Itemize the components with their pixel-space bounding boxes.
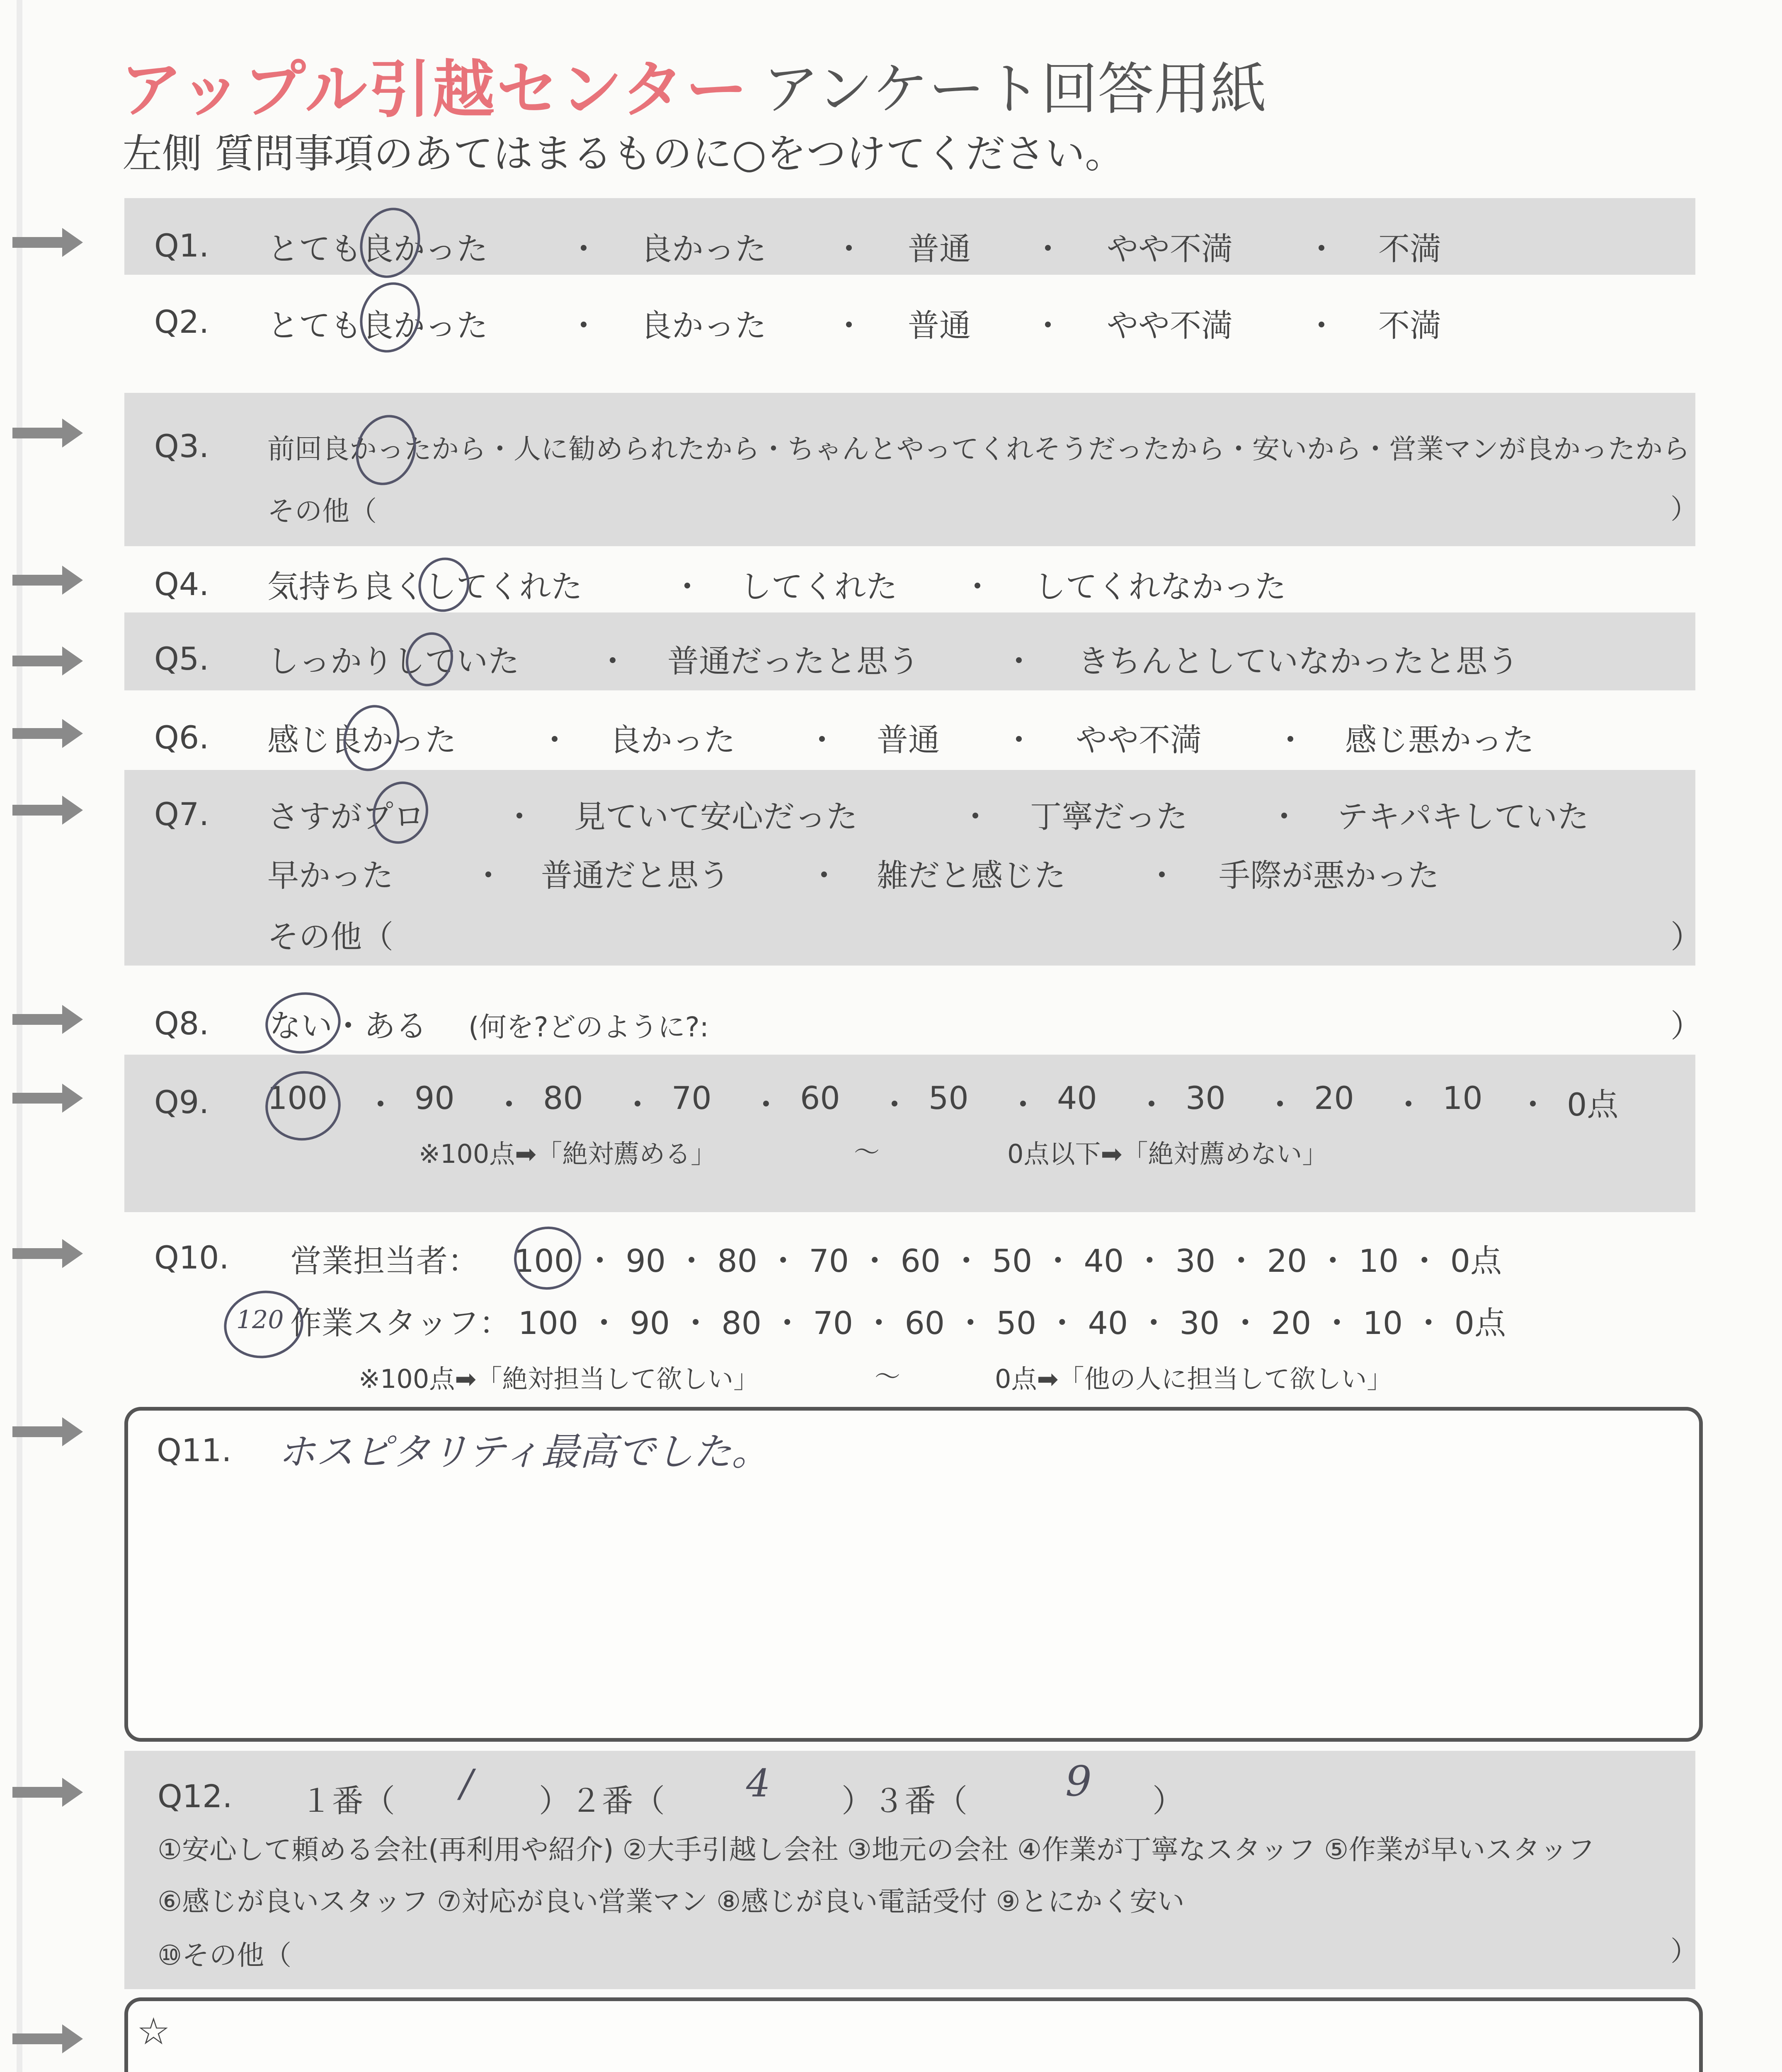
q9-note-left: ※100点➡「絶対薦める」 — [419, 1139, 717, 1169]
q12-third-label: ）３番（ — [841, 1782, 967, 1819]
q4-label: Q4. — [154, 566, 209, 603]
q7-label: Q7. — [154, 796, 209, 833]
q10-sales-scale[interactable]: 100 ・ 90 ・ 80 ・ 70 ・ 60 ・ 50 ・ 40 ・ 30 ・ 20 ・ 10 ・ 0点 — [514, 1242, 1502, 1279]
q7-option-pro[interactable]: さすがプロ — [267, 798, 425, 835]
q6-sep: ・ — [1275, 721, 1306, 758]
q2-sep: ・ — [1032, 307, 1064, 344]
handwritten-circle — [335, 698, 408, 779]
arrow-icon — [12, 796, 83, 825]
q8-detail-close: ） — [1670, 1007, 1702, 1044]
star-icon: ☆ — [137, 2010, 170, 2053]
q1-option-normal[interactable]: 普通 — [908, 230, 971, 267]
q1-sep: ・ — [833, 230, 865, 267]
q2-sep: ・ — [1306, 307, 1337, 344]
q8-options[interactable]: ない・ある — [269, 1007, 427, 1044]
q7-other-close: ） — [1670, 918, 1702, 955]
q9-sep: ・ — [622, 1086, 653, 1123]
q2-option-normal[interactable]: 普通 — [908, 307, 971, 344]
handwritten-circle — [412, 551, 477, 618]
arrow-icon — [12, 719, 83, 748]
q9-score-50[interactable]: 50 — [929, 1080, 969, 1116]
q1-option-very-good[interactable]: とても良かった — [267, 230, 488, 267]
q9-score-60[interactable]: 60 — [800, 1080, 840, 1116]
q9-note-right: 0点以下➡「絶対薦めない」 — [1007, 1139, 1328, 1169]
q9-sep: ・ — [365, 1086, 396, 1123]
arrow-icon — [12, 1239, 83, 1268]
form-title: アンケート回答用紙 — [763, 57, 1267, 122]
q12-third-answer: 9 — [1065, 1757, 1092, 1806]
q3-options[interactable]: 前回良かったから・人に勧められたから・ちゃんとやってくれそうだったから・安いから・営業マンが良かったから — [267, 433, 1690, 465]
q12-first-label: １番（ — [301, 1782, 395, 1819]
q2-sep: ・ — [833, 307, 865, 344]
q8-detail-label: (何を?どのように?: — [468, 1011, 709, 1043]
q5-option-normal[interactable]: 普通だったと思う — [667, 643, 919, 680]
q6-option-good-feeling[interactable]: 感じ良かった — [267, 721, 456, 758]
q7-option-fast[interactable]: 早かった — [267, 857, 393, 894]
q11-label: Q11. — [157, 1432, 232, 1469]
q4-option-pleasant[interactable]: 気持ち良くしてくれた — [267, 568, 582, 605]
q9-band — [124, 1055, 1695, 1212]
q7-sep: ・ — [808, 857, 840, 894]
q9-score-70[interactable]: 70 — [672, 1080, 712, 1116]
q7-sep: ・ — [504, 798, 535, 835]
q2-option-dissatisfied[interactable]: 不満 — [1378, 307, 1441, 344]
arrow-icon — [12, 1084, 83, 1113]
q9-score-30[interactable]: 30 — [1186, 1080, 1226, 1116]
q3-other-label: その他（ — [267, 495, 377, 527]
q12-second-label: ）２番（ — [539, 1782, 665, 1819]
q2-sep: ・ — [568, 307, 599, 344]
q7-option-reassuring[interactable]: 見ていて安心だった — [574, 798, 858, 835]
q4-option-did-not[interactable]: してくれなかった — [1034, 568, 1286, 605]
q9-score-20[interactable]: 20 — [1314, 1080, 1354, 1116]
q6-sep: ・ — [806, 721, 838, 758]
q9-sep: ・ — [879, 1086, 910, 1123]
handwritten-circle — [509, 1221, 586, 1295]
q1-label: Q1. — [154, 227, 209, 264]
arrow-icon — [12, 566, 83, 595]
q6-label: Q6. — [154, 719, 209, 756]
q8-label: Q8. — [154, 1005, 209, 1042]
q6-sep: ・ — [539, 721, 570, 758]
q5-option-solid[interactable]: しっかりしていた — [267, 643, 519, 680]
q12-other-close: ） — [1670, 1935, 1698, 1967]
arrow-icon — [12, 646, 83, 675]
binding-edge — [17, 0, 22, 2072]
q12-end: ） — [1152, 1782, 1184, 1819]
q10-staff-label: 作業スタッフ： — [290, 1305, 511, 1341]
q12-second-answer: 4 — [746, 1761, 771, 1806]
q1-sep: ・ — [1306, 230, 1337, 267]
q9-sep: ・ — [1007, 1086, 1039, 1123]
q7-sep: ・ — [960, 798, 991, 835]
q12-other-label: ⑩その他（ — [158, 1939, 292, 1971]
q7-sep: ・ — [1146, 857, 1178, 894]
q9-score-10[interactable]: 10 — [1443, 1080, 1483, 1116]
q4-option-did[interactable]: してくれた — [740, 568, 897, 605]
q1-sep: ・ — [568, 230, 599, 267]
q7-other-label: その他（ — [267, 918, 393, 955]
q9-sep: ・ — [1136, 1086, 1167, 1123]
q12-label: Q12. — [158, 1778, 233, 1815]
q7-sep: ・ — [1268, 798, 1300, 835]
q9-score-80[interactable]: 80 — [543, 1080, 583, 1116]
q9-score-0[interactable]: 0点 — [1567, 1086, 1619, 1123]
q9-sep: ・ — [1264, 1086, 1296, 1123]
arrow-icon — [12, 1778, 83, 1807]
q5-sep: ・ — [597, 643, 628, 680]
q9-score-90[interactable]: 90 — [415, 1080, 455, 1116]
q9-sep: ・ — [1393, 1086, 1424, 1123]
q2-option-very-good[interactable]: とても良かった — [267, 307, 488, 344]
q5-option-not-tidy[interactable]: きちんとしていなかったと思う — [1078, 643, 1519, 680]
arrow-icon — [12, 228, 83, 257]
q12-choices-line2: ⑥感じが良いスタッフ ⑦対応が良い営業マン ⑧感じが良い電話受付 ⑨とにかく安い — [158, 1886, 1185, 1917]
q1-option-good[interactable]: 良かった — [640, 230, 766, 267]
q2-label: Q2. — [154, 303, 209, 340]
q6-option-dissatisfied-slightly[interactable]: やや不満 — [1076, 721, 1202, 758]
q7-option-sloppy[interactable]: 雑だと感じた — [877, 857, 1066, 894]
instruction-text: 左側 質問事項のあてはまるものに○をつけてください。 — [122, 131, 1125, 177]
q2-option-dissatisfied-slightly[interactable]: やや不満 — [1107, 307, 1233, 344]
q10-note-left: ※100点➡「絶対担当して欲しい」 — [359, 1364, 759, 1394]
q6-option-good[interactable]: 良かった — [609, 721, 735, 758]
q12-choices-line1: ①安心して頼める会社(再利用や紹介) ②大手引越し会社 ③地元の会社 ④作業が丁寧なスタッフ ⑤作業が早いスタッフ — [158, 1834, 1595, 1866]
q9-sep: ・ — [1517, 1086, 1549, 1123]
q5-label: Q5. — [154, 640, 209, 677]
q2-option-good[interactable]: 良かった — [640, 307, 766, 344]
q7-option-clumsy[interactable]: 手際が悪かった — [1219, 857, 1439, 894]
arrow-icon — [12, 1417, 83, 1446]
brand-logo: アップル引越センター — [120, 54, 749, 126]
q4-sep: ・ — [672, 568, 703, 605]
q9-sep: ・ — [750, 1086, 782, 1123]
q3-label: Q3. — [154, 428, 209, 465]
q10-staff-handwritten-score: 120 — [236, 1305, 284, 1334]
free-comment-box[interactable] — [124, 1997, 1703, 2072]
arrow-icon — [12, 1005, 83, 1034]
q9-score-100[interactable]: 100 — [267, 1080, 328, 1116]
q10-label: Q10. — [154, 1239, 229, 1276]
q5-sep: ・ — [1003, 643, 1035, 680]
q1-option-dissatisfied[interactable]: 不満 — [1378, 230, 1441, 267]
q3-other-close: ） — [1670, 493, 1698, 525]
q7-sep: ・ — [473, 857, 504, 894]
q9-note-tilde: ～ — [854, 1137, 880, 1167]
q1-option-dissatisfied-slightly[interactable]: やや不満 — [1107, 230, 1233, 267]
handwritten-circle — [351, 274, 429, 360]
q11-handwritten-comment: ホスピタリティ最高でした。 — [278, 1430, 770, 1474]
q10-sales-label: 営業担当者： — [290, 1242, 479, 1279]
arrow-icon — [12, 2024, 83, 2053]
q7-option-efficient[interactable]: テキパキしていた — [1337, 798, 1589, 835]
q4-sep: ・ — [962, 568, 993, 605]
q6-option-normal[interactable]: 普通 — [877, 721, 940, 758]
q7-option-careful[interactable]: 丁寧だった — [1030, 798, 1188, 835]
arrow-icon — [12, 419, 83, 448]
q12-first-answer: / — [460, 1761, 473, 1806]
q10-staff-scale[interactable]: 100 ・ 90 ・ 80 ・ 70 ・ 60 ・ 50 ・ 40 ・ 30 ・ 20 ・ 10 ・ 0点 — [518, 1305, 1506, 1341]
q7-option-normal[interactable]: 普通だと思う — [541, 857, 730, 894]
q10-note-right: 0点➡「他の人に担当して欲しい」 — [995, 1364, 1393, 1394]
q10-note-tilde: ～ — [875, 1361, 901, 1392]
q9-score-40[interactable]: 40 — [1057, 1080, 1097, 1116]
q1-sep: ・ — [1032, 230, 1064, 267]
q6-sep: ・ — [1003, 721, 1035, 758]
q9-sep: ・ — [493, 1086, 525, 1123]
handwritten-circle — [262, 988, 345, 1058]
q9-label: Q9. — [154, 1084, 209, 1121]
q6-option-bad-feeling[interactable]: 感じ悪かった — [1345, 721, 1534, 758]
